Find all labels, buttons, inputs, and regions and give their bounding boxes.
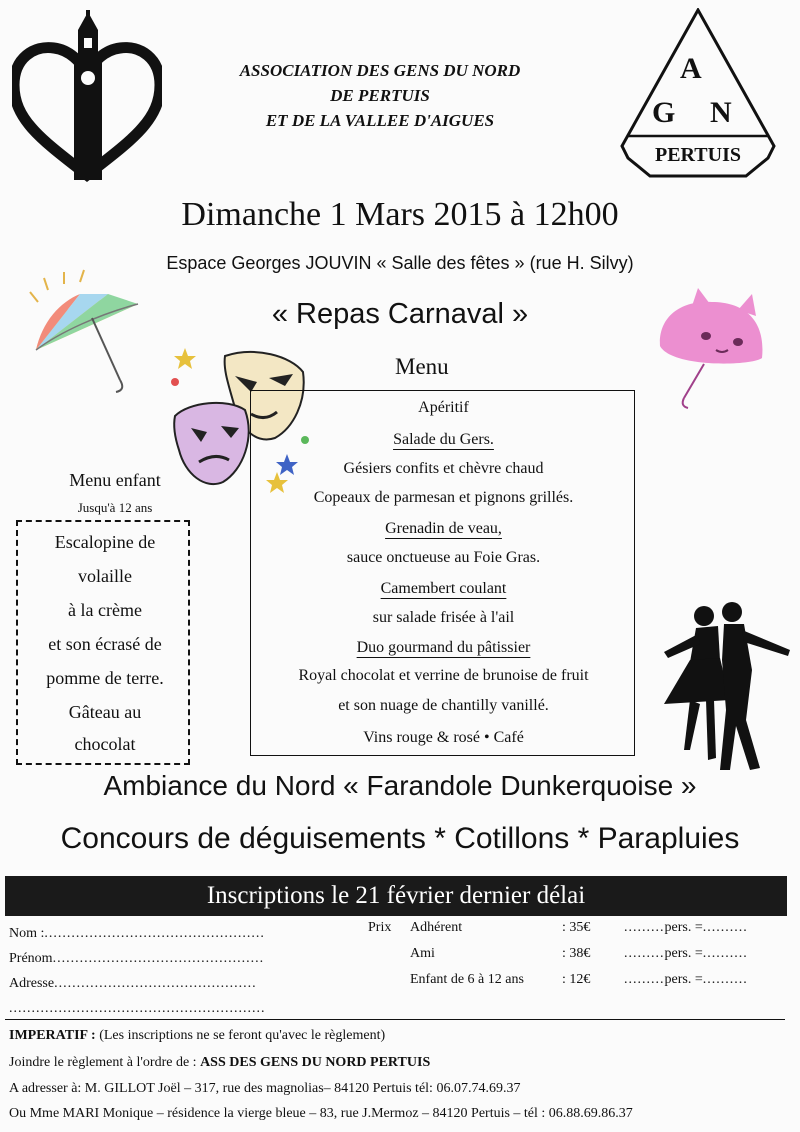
logo-letter-n: N <box>710 96 732 129</box>
address-line-2: Ou Mme MARI Monique – résidence la vierge bleue – 83, rue J.Mermoz – 84120 Pertuis – tél : 06.88.69.86.37 <box>9 1106 633 1121</box>
cat-umbrella-icon <box>652 286 772 411</box>
assoc-line-1: ASSOCIATION DES GENS DU NORD <box>239 61 521 80</box>
menu-line: et son nuage de chantilly vanillé. <box>338 697 549 714</box>
dancing-couple-icon <box>660 600 795 775</box>
kids-menu-line: Escalopine de <box>54 532 156 552</box>
menu-line: Copeaux de parmesan et pignons grillés. <box>313 489 574 506</box>
kids-menu-box <box>16 520 190 765</box>
menu-course: Salade du Gers. <box>393 431 494 448</box>
menu-course: Duo gourmand du pâtissier <box>356 639 531 656</box>
price-value-enfant: : 12€ <box>562 972 591 987</box>
umbrella-icon <box>20 262 150 397</box>
imperatif-line: IMPERATIF : (Les inscriptions ne se feront qu'avec le règlement) <box>9 1028 386 1043</box>
prenom-label: Prénom............................................... <box>9 951 265 966</box>
kids-menu-line: chocolat <box>74 734 136 754</box>
logo-letter-g: G <box>652 96 676 129</box>
address-line-1: A adresser à: M. GILLOT Joël – 317, rue des magnolias– 84120 Pertuis tél: 06.07.74.69.37 <box>9 1081 521 1096</box>
menu-title: Menu <box>395 354 449 379</box>
adresse-label: Adresse............................................. <box>9 976 257 991</box>
menu-line: Royal chocolat et verrine de brunoise de fruit <box>298 667 589 684</box>
prix-label: Prix <box>368 920 392 935</box>
logo-city: PERTUIS <box>655 144 741 166</box>
menu-line: Apéritif <box>418 399 469 416</box>
price-label-enfant: Enfant de 6 à 12 ans <box>410 972 524 987</box>
kids-menu-line: volaille <box>78 566 132 586</box>
menu-line: Gésiers confits et chèvre chaud <box>343 460 544 477</box>
event-title: « Repas Carnaval » <box>271 298 529 330</box>
kids-menu-line: et son écrasé de <box>48 634 162 654</box>
pers-field-ami[interactable]: .........pers. =.......... <box>624 946 748 961</box>
price-value-adherent: : 35€ <box>562 920 591 935</box>
nom-label: Nom :................................................. <box>9 926 265 941</box>
association-name <box>160 58 600 133</box>
event-venue: Espace Georges JOUVIN « Salle des fêtes » (rue H. Silvy) <box>166 253 634 273</box>
kids-menu-line: à la crème <box>68 600 142 620</box>
menu-line: sur salade frisée à l'ail <box>372 609 515 626</box>
agn-triangle-logo <box>618 8 778 178</box>
activities-line: Concours de déguisements * Cotillons * Parapluies <box>60 822 740 855</box>
divider <box>5 1019 785 1020</box>
kids-menu-line: pomme de terre. <box>46 668 164 688</box>
order-line: Joindre le règlement à l'ordre de : ASS DES GENS DU NORD PERTUIS <box>9 1055 431 1070</box>
menu-box <box>250 390 635 756</box>
menu-course: Camembert coulant <box>380 580 507 597</box>
price-value-ami: : 38€ <box>562 946 591 961</box>
price-label-ami: Ami <box>410 946 435 961</box>
kids-menu-title: Menu enfant <box>69 470 161 490</box>
belfry-heart-logo <box>12 10 162 190</box>
pers-field-enfant[interactable]: .........pers. =.......... <box>624 972 748 987</box>
assoc-line-3: ET DE LA VALLEE D'AIGUES <box>265 111 495 130</box>
price-label-adherent: Adhérent <box>410 920 463 935</box>
registration-banner: Inscriptions le 21 février dernier délai <box>5 876 787 916</box>
kids-menu-subtitle: Jusqu'à 12 ans <box>77 500 153 515</box>
pers-field-adherent[interactable]: .........pers. =.......... <box>624 920 748 935</box>
ambiance-line: Ambiance du Nord « Farandole Dunkerquoise » <box>103 770 697 801</box>
event-date: Dimanche 1 Mars 2015 à 12h00 <box>181 196 619 233</box>
menu-line: Vins rouge & rosé • Café <box>363 729 524 746</box>
menu-course: Grenadin de veau, <box>385 520 502 537</box>
assoc-line-2: DE PERTUIS <box>330 86 430 105</box>
logo-letter-a: A <box>680 52 702 85</box>
adresse-continuation: ......................................................... <box>9 1001 266 1016</box>
menu-line: sauce onctueuse au Foie Gras. <box>346 549 541 566</box>
kids-menu-line: Gâteau au <box>68 702 142 722</box>
